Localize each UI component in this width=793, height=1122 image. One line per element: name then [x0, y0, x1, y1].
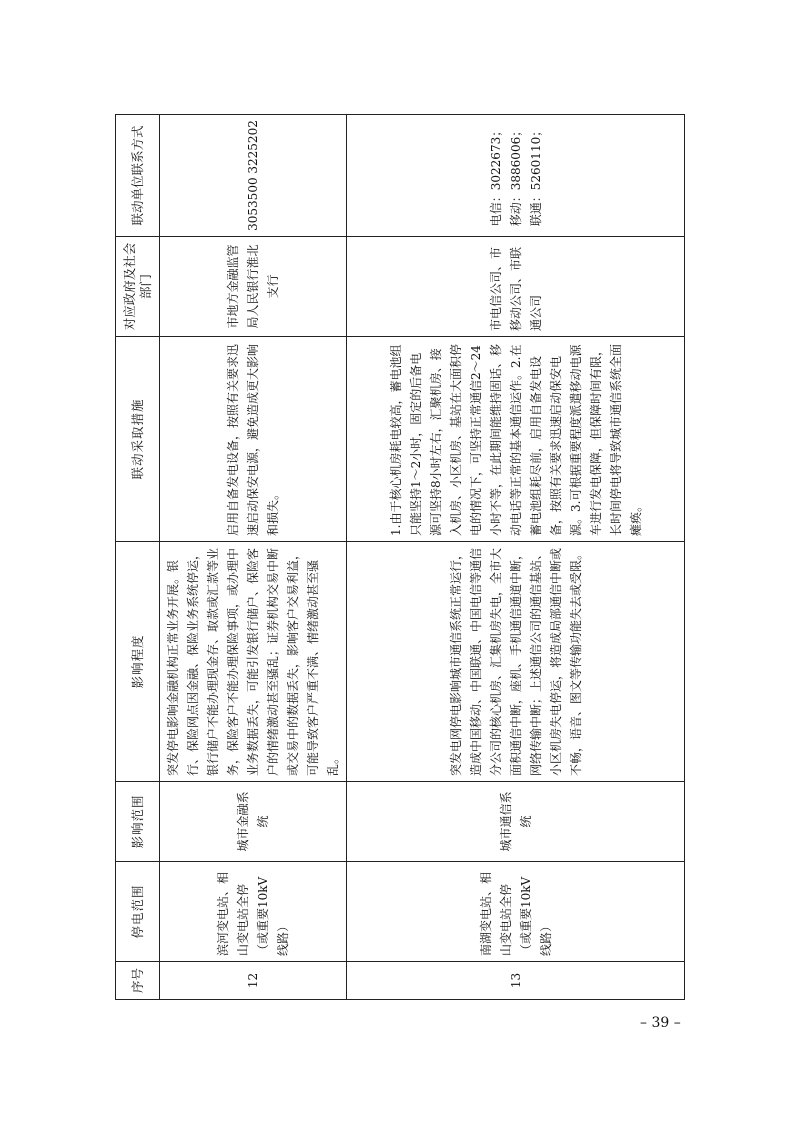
- row-government-depts: 市地方金融监管局人民银行淮北支行: [160, 237, 347, 337]
- row-outage-scope: 南湖变电站、相山变电站全停（或重要10kV线路）: [347, 862, 685, 962]
- row-linkage-measures: 启用自备发电设备，按照有关要求迅速启动保安电源，避免造成更大影响和损失。: [160, 337, 347, 542]
- row-outage-scope: 滨河变电站、相山变电站全停（或重要10kV线路）: [160, 862, 347, 962]
- page-number: – 39 –: [640, 1015, 681, 1031]
- row-contact: 3053500 3225202: [160, 115, 347, 237]
- linkage-table: [115, 114, 685, 1000]
- header-government-depts: 对应政府及社会部门: [116, 237, 160, 337]
- header-contact: 联动单位联系方式: [116, 115, 160, 237]
- row-affected-scope: 城市金融系统: [160, 782, 347, 862]
- header-outage-scope: 停电范围: [116, 862, 160, 962]
- row-impact-degree: 突发停电影响金融机构正常业务开展。银行、保险网点因金融、保险业务系统停运，银行储户不能办理现金存、取款或汇款等业务，保险客户不能办理保险事项，或办理中业务数据丢失，可能引发银行储户、保险客户的情绪激动甚至骚乱；证券机构交易中断或交易中的数据丢失，影响客户交易利益，可能导致客户严重不满、情绪激动甚至骚乱。: [160, 542, 347, 782]
- table-row: [160, 115, 347, 1000]
- header-affected-scope: 影响范围: [116, 782, 160, 862]
- rotated-table-container: [115, 115, 665, 1000]
- row-seq: 13: [347, 962, 685, 1000]
- table-row: [347, 115, 685, 1000]
- header-impact-degree: 影响程度: [116, 542, 160, 782]
- table-header-row: [116, 115, 160, 1000]
- row-impact-degree: 突发电网停电影响城市通信系统正常运行，造成中国移动、中国联通、中国电信等通信分公司的核心机房、汇集机房失电，全市大面积通信中断，座机、手机通信通道中断，网络传输中断；上述通信公司的通信基站、小区机房失电停运，将造成局部通信中断或不畅，语音、图文等传输功能失去或受限。: [347, 542, 685, 782]
- row-seq: 12: [160, 962, 347, 1000]
- row-government-depts: 市电信公司、市移动公司、市联通公司: [347, 237, 685, 337]
- row-affected-scope: 城市通信系统: [347, 782, 685, 862]
- row-linkage-measures: 1.由于核心机房耗电较高，蓄电池组只能坚持1～2小时，固定的后备电源可坚持8小时左右，汇聚机房、接入机房、小区机房、基站在大面积停电的情况下，可坚持正常通信2～24小时不等，在此期间能维持固话、移动电话等正常的基本通信运作。2.在蓄电池组耗尽前，启用自备发电设备，按照有关要求迅速启动保安电源。3.可根据重要程度派遣移动电源车进行发电保障，但保障时间有限，长时间停电将导致城市通信系统全面瘫痪。: [347, 337, 685, 542]
- header-linkage-measures: 联动采取措施: [116, 337, 160, 542]
- row-contact: 电信：3022673；移动：3886006；联通：5260110；: [347, 115, 685, 237]
- header-seq: 序号: [116, 962, 160, 1000]
